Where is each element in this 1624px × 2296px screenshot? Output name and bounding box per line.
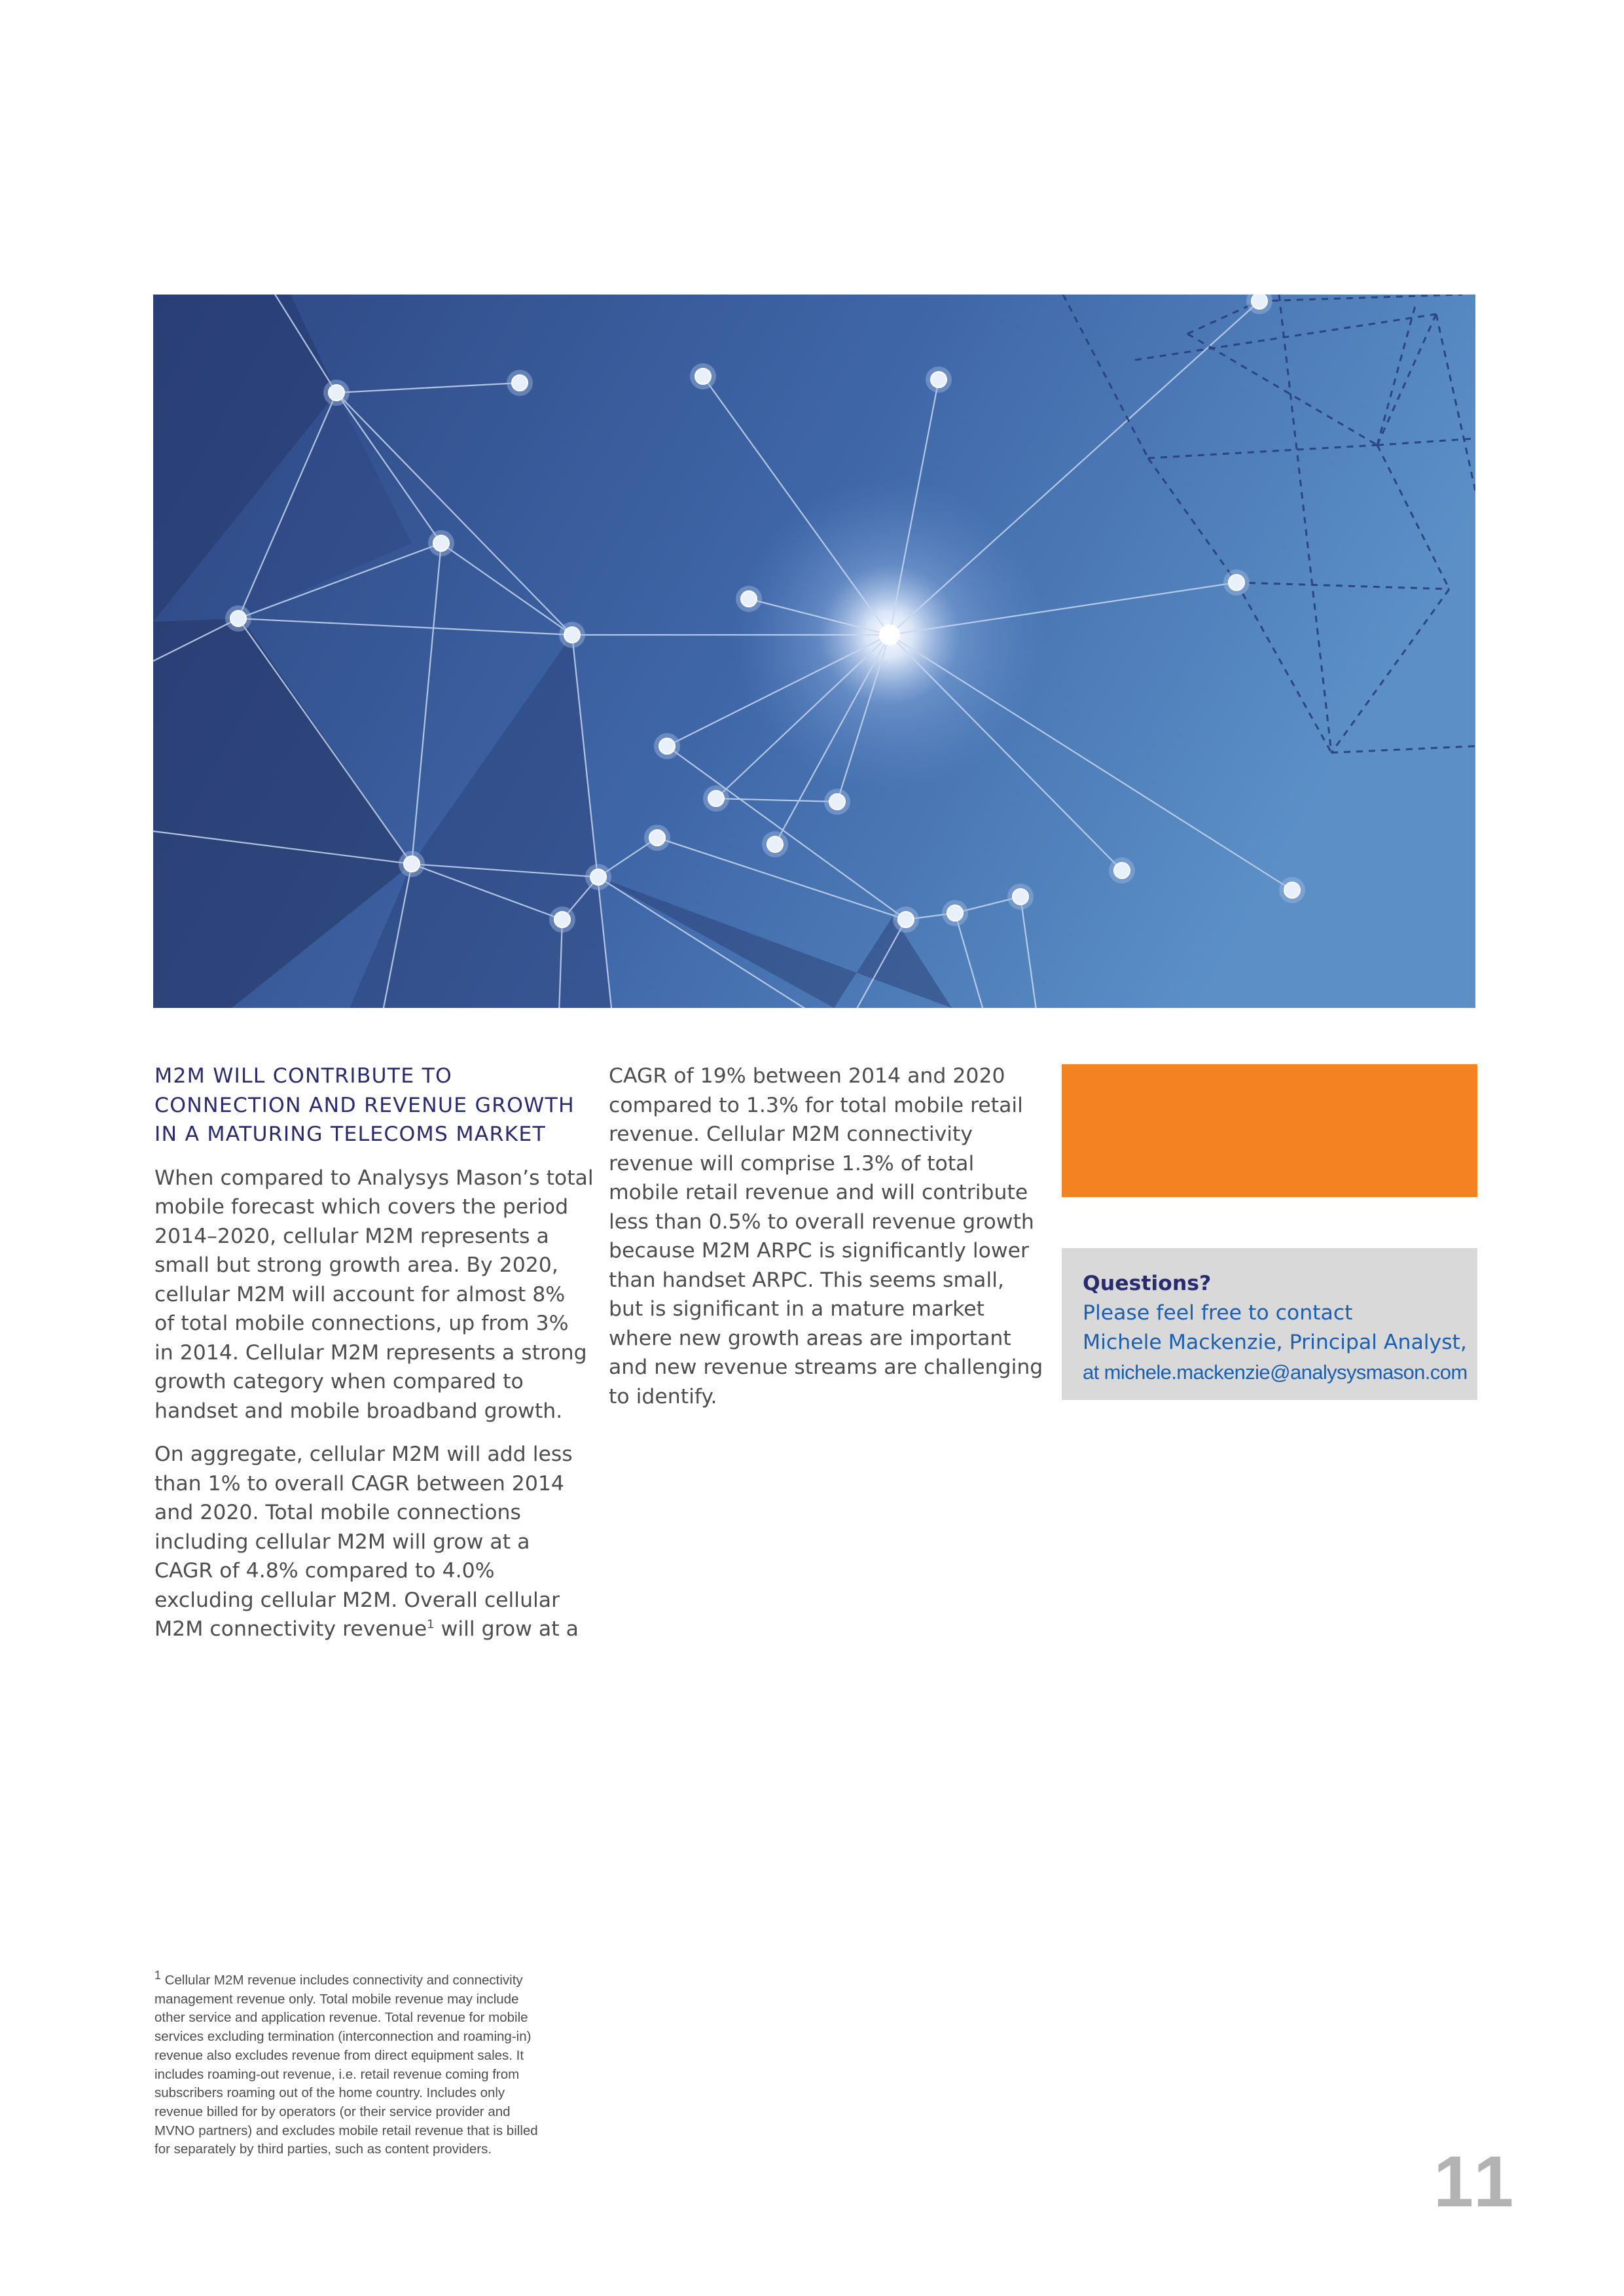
- paragraph-line: When compared to Analysys Mason’s total: [154, 1166, 594, 1190]
- network-node: [703, 785, 729, 812]
- paragraph-line: than handset ARPC. This seems small,: [609, 1268, 1005, 1292]
- text-column-left: [154, 1062, 594, 1659]
- paragraph-line: of total mobile connections, up from 3%: [154, 1312, 569, 1335]
- footnote-line: [154, 1971, 586, 1990]
- paragraph-line: revenue. Cellular M2M connectivity: [609, 1122, 973, 1146]
- paragraph-line: 2014–2020, cellular M2M represents a: [154, 1224, 549, 1248]
- footnote-line: management revenue only. Total mobile revenue may include: [154, 1991, 519, 2007]
- paragraph-line: where new growth areas are important: [609, 1326, 1011, 1350]
- heading-line: IN A MATURING TELECOMS MARKET: [154, 1122, 546, 1146]
- paragraph-line: compared to 1.3% for total mobile retail: [609, 1093, 1023, 1117]
- paragraph-line: On aggregate, cellular M2M will add less: [154, 1443, 573, 1466]
- contact-question: Questions?: [1083, 1272, 1212, 1295]
- paragraph-line: growth category when compared to: [154, 1370, 524, 1393]
- paragraph-line: [154, 1615, 579, 1644]
- network-node: [559, 622, 585, 648]
- paragraph-line: than 1% to overall CAGR between 2014: [154, 1471, 564, 1496]
- text-column-middle: [609, 1062, 1043, 1426]
- paragraph-1: [154, 1164, 594, 1426]
- network-node: [585, 864, 611, 890]
- contact-line-2: Michele Mackenzie, Principal Analyst,: [1083, 1331, 1467, 1354]
- paragraph-line: but is significant in a mature market: [609, 1297, 984, 1321]
- footnote-text: Cellular M2M revenue includes connectivity and connectivity: [161, 1973, 523, 1988]
- network-node: [654, 733, 680, 759]
- footnote-line: for separately by third parties, such as content providers.: [154, 2142, 492, 2157]
- network-node: [323, 380, 350, 406]
- network-hub-glow: [879, 624, 900, 645]
- network-node: [507, 370, 533, 396]
- paragraph-line: less than 0.5% to overall revenue growth: [609, 1210, 1034, 1234]
- paragraph-2: [154, 1440, 579, 1644]
- page-number: 11: [1434, 2142, 1518, 2222]
- heading-line: M2M WILL CONTRIBUTE TO: [154, 1064, 452, 1088]
- network-node: [762, 831, 788, 857]
- network-node: [824, 789, 850, 815]
- paragraph-3: [609, 1062, 1043, 1411]
- network-node: [399, 851, 425, 877]
- footnote-line: subscribers roaming out of the home country. Includes only: [154, 2085, 505, 2101]
- footnote-line: MVNO partners) and excludes mobile retail revenue that is billed: [154, 2123, 538, 2138]
- footnote-line: services excluding termination (interconnection and roaming-in): [154, 2029, 532, 2045]
- paragraph-line: including cellular M2M will grow at a: [154, 1530, 530, 1554]
- paragraph-line: CAGR of 19% between 2014 and 2020: [609, 1064, 1005, 1088]
- contact-line-1: Please feel free to contact: [1083, 1301, 1353, 1325]
- network-node: [1007, 884, 1034, 910]
- section-heading: [154, 1062, 573, 1149]
- orange-accent-box: [1062, 1064, 1477, 1197]
- contact-box: [1062, 1248, 1477, 1400]
- network-node: [1279, 877, 1305, 903]
- network-node: [428, 530, 454, 556]
- paragraph-text: M2M connectivity revenue: [154, 1617, 427, 1641]
- paragraph-line: excluding cellular M2M. Overall cellular: [154, 1588, 560, 1612]
- paragraph-line: cellular M2M will account for almost 8%: [154, 1282, 566, 1306]
- network-node: [736, 586, 762, 612]
- hero-network-image: [153, 295, 1475, 1008]
- network-node: [942, 900, 968, 926]
- network-node: [926, 367, 952, 393]
- footnote-line: other service and application revenue. Total revenue for mobile: [154, 2010, 528, 2026]
- network-node: [690, 363, 716, 389]
- paragraph-line: and new revenue streams are challenging: [609, 1355, 1043, 1379]
- footnote-line: revenue billed for by operators (or their service provider and: [154, 2104, 511, 2119]
- network-node: [644, 825, 670, 851]
- heading-line: CONNECTION AND REVENUE GROWTH: [154, 1093, 575, 1117]
- footnote-line: includes roaming-out revenue, i.e. retail revenue coming from: [154, 2066, 520, 2082]
- paragraph-line: mobile retail revenue and will contribute: [609, 1181, 1028, 1204]
- paragraph-line: and 2020. Total mobile connections: [154, 1501, 521, 1524]
- paragraph-line: because M2M ARPC is significantly lower: [609, 1239, 1029, 1263]
- network-node: [1223, 569, 1250, 596]
- paragraph-line: handset and mobile broadband growth.: [154, 1399, 563, 1423]
- footnote: [154, 1971, 586, 2159]
- paragraph-line: in 2014. Cellular M2M represents a strong: [154, 1340, 587, 1365]
- paragraph-line: small but strong growth area. By 2020,: [154, 1253, 558, 1277]
- footnote-line: revenue also excludes revenue from direct equipment sales. It: [154, 2047, 524, 2063]
- paragraph-text: will grow at a: [434, 1617, 579, 1641]
- footnote-ref[interactable]: 1: [427, 1617, 435, 1632]
- network-node: [1109, 857, 1135, 884]
- network-node: [549, 906, 575, 933]
- footnote-marker: 1: [154, 1969, 162, 1982]
- paragraph-line: revenue will comprise 1.3% of total: [609, 1151, 975, 1175]
- contact-email-link[interactable]: at michele.mackenzie@analysysmason.com: [1083, 1361, 1468, 1384]
- paragraph-line: to identify.: [609, 1384, 717, 1408]
- paragraph-line: mobile forecast which covers the period: [154, 1195, 569, 1219]
- paragraph-line: CAGR of 4.8% compared to 4.0%: [154, 1559, 495, 1583]
- network-node: [225, 605, 251, 632]
- network-node: [893, 906, 919, 933]
